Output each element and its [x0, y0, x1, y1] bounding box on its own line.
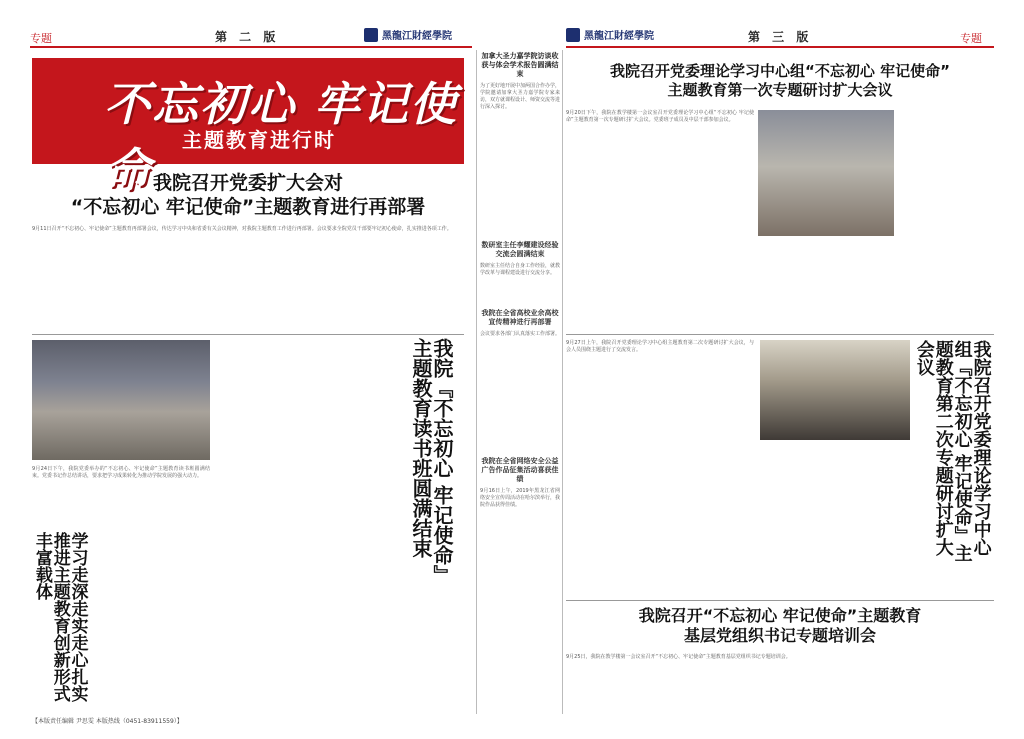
left-section-divider [32, 334, 464, 335]
right-header-rule [566, 46, 994, 48]
lower-vertical-headline [32, 532, 86, 712]
center-right-separator [562, 50, 563, 714]
center-title-2: 数研室主任李耀建设经验交流会圆满结束 [481, 241, 559, 258]
vertical-title-4: 扎实推进主题教育 [49, 532, 88, 702]
college-emblem-icon [364, 28, 378, 42]
vertical-title-3: 学习走深走实走心 [67, 532, 88, 668]
right-body-text-1 [566, 110, 754, 326]
center-news-column [480, 52, 560, 568]
right-masthead-logo [566, 27, 654, 42]
center-body-1: 为了更好地开展中加两国合作办学，学院邀请加拿大圣力嘉学院专家来访，双方就课程设计、师资交流等进行深入探讨。 [480, 83, 561, 110]
center-title-4: 我院在全省网络安全公益广告作品征集活动喜获佳绩 [481, 457, 559, 483]
speaker-portrait-photo [760, 340, 910, 440]
right-vertical-title-2: 『不忘初心 牢记使命』 [951, 358, 973, 545]
left-intro-paragraph-1: 9月11日召开“不忘初心、牢记使命”主题教育再部署会议，传达学习中央和省委有关会议精神，对我院主题教育工作进行再部署。会议要求全院党员干部要牢记初心使命，扎实推进各项工作。 [32, 226, 452, 232]
banner-subtitle: 主题教育进行时 [182, 128, 336, 152]
right-bottom-headline-line2: 基层党组织书记专题培训会 [683, 626, 876, 645]
vertical-title-2: 主题教育读书班圆满结束 [409, 338, 433, 558]
left-masthead-logo [364, 27, 452, 42]
right-headline [566, 62, 994, 100]
center-left-separator [476, 50, 477, 714]
left-body-text-3 [98, 572, 464, 710]
right-paragraph-1: 9月20日下午，我院在教学楼第一会议室召开党委理论学习中心组“不忘初心 牢记使命”主题教育第一次专题研讨扩大会议。党委班子成员及中层干部参加会议。 [566, 110, 754, 123]
left-headline [32, 172, 464, 220]
right-body-text-5 [760, 446, 910, 560]
left-headline-line2: “不忘初心 牢记使命”主题教育进行再部署 [70, 195, 426, 218]
center-title-3: 我院在全省高校业余高校宣传精神进行再部署 [481, 309, 559, 326]
right-body-text-6 [566, 654, 994, 714]
right-vertical-headline [914, 340, 990, 566]
right-paragraph-2: 9月27日上午，我院召开党委理论学习中心组主题教育第二次专题研讨扩大会议，与会人员围绕主题进行了交流发言。 [566, 340, 754, 353]
center-body-3: 会议要求各部门认真落实工作部署。 [480, 331, 561, 337]
vertical-title-5: 创新形式 丰富载体 [31, 532, 70, 702]
college-emblem-icon [566, 28, 580, 42]
right-publication-name: 黑龍江財經學院 [584, 31, 654, 42]
reading-class-vertical-title [409, 338, 454, 585]
right-section-divider-1 [566, 334, 994, 335]
study-group-meeting-photo [758, 110, 894, 236]
left-page-label: 第 二 版 [215, 30, 280, 44]
left-body-text-2 [216, 340, 406, 564]
left-headline-line1: 我院召开党委扩大会对 [152, 172, 343, 194]
right-body-text-3 [898, 110, 994, 326]
right-vertical-title-3: 主题教育第二次专题研讨扩大会议 [913, 340, 973, 563]
left-intro-paragraph-2: 9月24日下午，我院党委举办的“不忘初心、牢记使命”主题教育读书班圆满结束。党委书记作总结讲话，要求把学习成果转化为推动学院发展的强大动力。 [32, 466, 210, 479]
center-body-2: 数研室主任结合自身工作经验，就教学改革与课程建设进行交流分享。 [480, 263, 561, 276]
right-vertical-title-1: 我院召开党委理论学习中心组 [951, 340, 992, 556]
left-footer: 【本版责任编辑 尹思雯 本版热线（0451-83911559）】 [32, 718, 183, 725]
reading-class-photo [32, 340, 210, 460]
right-paragraph-3: 9月25日，我院在教学楼第一会议室召开“不忘初心、牢记使命”主题教育基层党组织书记专题培训会。 [566, 654, 791, 660]
left-publication-name: 黑龍江財經學院 [382, 31, 452, 42]
right-body-text-2 [758, 240, 894, 326]
right-bottom-headline-line1: 我院召开“不忘初心 牢记使命”主题教育 [638, 606, 922, 625]
vertical-title-1: 我院『不忘初心 牢记使命』 [430, 338, 454, 585]
right-section-tag: 专题 [960, 32, 982, 45]
right-body-text-4 [566, 340, 754, 560]
left-intro-text [32, 226, 464, 326]
left-header-rule [30, 46, 472, 48]
center-body-4: 9月16日上午，2019年黑龙江省网络安全宣传周活动在哈尔滨举行，我院作品获得佳绩。 [480, 488, 561, 508]
banner-slogan: 不忘初心 牢记使命 [104, 77, 459, 197]
right-headline-line1: 我院召开党委理论学习中心组“不忘初心 牢记使命” [610, 62, 950, 80]
center-title-1: 加拿大圣力嘉学院访谈收获与体会学术报告圆满结束 [481, 52, 559, 78]
left-section-tag: 专题 [30, 32, 52, 45]
right-headline-line2: 主题教育第一次专题研讨扩大会议 [667, 80, 893, 99]
right-section-divider-2 [566, 600, 994, 601]
right-bottom-headline [566, 606, 994, 646]
right-page-label: 第 三 版 [748, 30, 813, 44]
